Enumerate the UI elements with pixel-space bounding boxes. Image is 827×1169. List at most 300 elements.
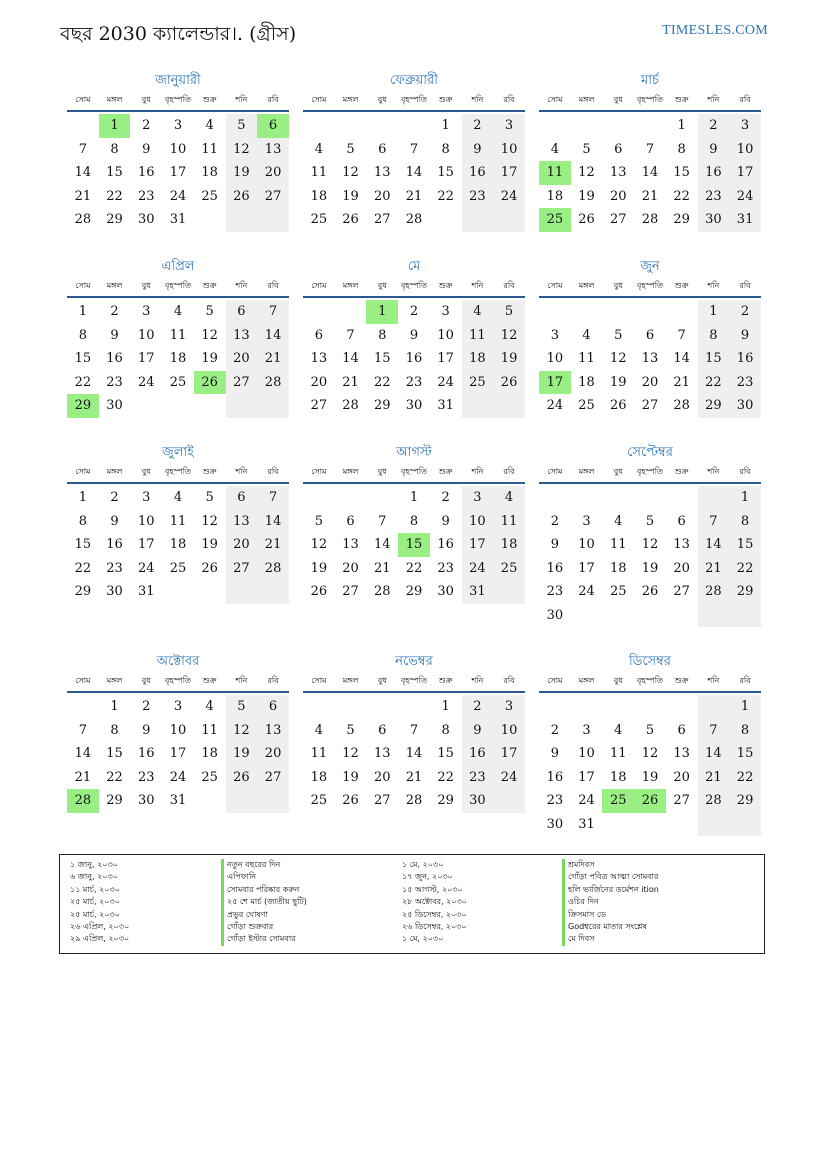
day-cell: 2 (142, 118, 151, 133)
day-cell: 9 (462, 719, 494, 743)
weekday-label: শনি (235, 467, 248, 476)
day-cell: 3 (582, 722, 591, 738)
day-cell: 12 (609, 351, 627, 366)
day-cell: 13 (226, 324, 258, 348)
day-cell: 30 (462, 789, 494, 813)
day-cell: 10 (729, 138, 761, 162)
day-cell: 8 (441, 722, 450, 738)
day-cell: 28 (405, 793, 423, 808)
empty-day (335, 486, 367, 510)
day-cell: 9 (441, 513, 450, 529)
day-cell: 15 (729, 742, 761, 766)
day-cell: 24 (729, 185, 761, 209)
weekday-label: শনি (707, 467, 720, 476)
day-cell: 20 (373, 188, 391, 204)
weekday-label: রবি (267, 467, 279, 476)
day-cell: 17 (137, 351, 155, 366)
day-cell: 19 (342, 188, 359, 204)
day-cell: 6 (677, 722, 686, 738)
holiday-day: 15 (398, 533, 430, 557)
day-cell: 14 (698, 533, 730, 557)
weekday-label: শুক্র (202, 281, 217, 290)
day-cell: 27 (609, 212, 627, 227)
month-calendar (539, 653, 761, 836)
empty-day (571, 114, 603, 138)
day-cell: 1 (729, 695, 761, 719)
day-cell: 26 (493, 371, 525, 395)
empty-day (571, 300, 603, 324)
weekday-header (539, 90, 761, 112)
day-cell: 23 (405, 374, 423, 390)
day-cell: 24 (169, 188, 187, 204)
day-cell: 2 (550, 722, 559, 738)
day-cell: 6 (378, 141, 387, 157)
weekday-label: শনি (471, 95, 484, 104)
day-cell: 26 (310, 584, 328, 599)
weekday-label: বুধ (613, 467, 623, 476)
empty-day (493, 580, 525, 604)
weekday-label: বুধ (141, 467, 151, 476)
day-cell: 10 (169, 722, 187, 738)
legend-entry: গোঁড়া পবিত্র আত্মা সোমবার (562, 871, 659, 883)
day-cell: 7 (257, 486, 289, 510)
day-cell: 7 (78, 141, 87, 157)
month-calendar (67, 653, 289, 813)
weekday-header (67, 276, 289, 298)
day-cell: 13 (373, 165, 391, 180)
empty-day (226, 580, 258, 604)
weekday-label: মঙ্গল (342, 95, 359, 104)
day-cell: 3 (493, 695, 525, 719)
legend-entry: ২৬ এপ্রিল, ২০৩০ (70, 922, 130, 932)
day-cell: 22 (106, 769, 123, 785)
day-cell: 13 (373, 746, 391, 761)
day-cell: 15 (106, 165, 123, 180)
day-cell: 6 (257, 695, 289, 719)
day-grid (539, 486, 761, 627)
day-cell: 19 (201, 351, 218, 366)
legend-entry: ১৫ আগস্ট, ২০৩০ (402, 884, 463, 894)
day-cell: 14 (405, 165, 423, 180)
day-cell: 4 (314, 722, 323, 738)
holiday-day: 26 (634, 789, 666, 813)
day-cell: 16 (106, 537, 123, 552)
weekday-label: বৃহস্পতি (400, 676, 428, 685)
empty-day (571, 604, 603, 628)
day-cell: 11 (609, 746, 627, 761)
empty-day (729, 813, 761, 837)
day-cell: 6 (346, 513, 355, 529)
day-cell: 20 (641, 374, 659, 390)
day-cell: 8 (110, 722, 119, 738)
legend-entry: ক্রিসমাস ডে (562, 909, 659, 921)
empty-day (67, 695, 99, 719)
weekday-label: রবি (503, 676, 515, 685)
day-cell: 23 (106, 374, 123, 390)
empty-day (257, 789, 289, 813)
month-name: ডিসেম্বর (629, 654, 671, 669)
day-cell: 23 (546, 584, 564, 599)
day-cell: 19 (310, 560, 328, 576)
day-cell: 21 (698, 557, 730, 581)
day-cell: 2 (729, 300, 761, 324)
day-cell: 28 (373, 584, 391, 599)
day-cell: 6 (226, 486, 258, 510)
day-cell: 18 (609, 560, 627, 576)
day-cell: 30 (698, 208, 730, 232)
empty-day (162, 580, 194, 604)
holiday-day: 6 (257, 114, 289, 138)
month-calendar (539, 258, 761, 418)
weekday-label: রবি (739, 95, 751, 104)
day-cell: 24 (437, 374, 454, 390)
day-cell: 13 (673, 746, 690, 761)
day-cell: 31 (169, 793, 187, 808)
day-cell: 20 (257, 742, 289, 766)
day-cell: 24 (578, 793, 595, 808)
day-cell: 26 (342, 793, 359, 808)
day-cell: 8 (110, 141, 119, 157)
empty-day (729, 604, 761, 628)
day-cell: 19 (641, 769, 659, 785)
day-cell: 12 (493, 324, 525, 348)
legend-entry: ১৭ জুন, ২০৩০ (402, 872, 453, 882)
day-cell: 11 (493, 510, 525, 534)
day-cell: 4 (173, 304, 183, 319)
day-cell: 13 (257, 719, 289, 743)
weekday-label: বুধ (377, 95, 387, 104)
legend-entry: ২৮ অক্টোবর, ২০৩০ (402, 897, 467, 907)
empty-day (634, 114, 666, 138)
legend-entry: ২৫ মার্চ, ২০৩০ (70, 897, 120, 907)
weekday-label: শুক্র (674, 467, 689, 476)
day-cell: 18 (310, 769, 328, 785)
weekday-label: বৃহস্পতি (164, 676, 192, 685)
day-cell: 19 (578, 188, 595, 204)
day-cell: 19 (201, 537, 218, 552)
day-cell: 5 (493, 300, 525, 324)
day-cell: 19 (342, 769, 359, 785)
day-cell: 28 (257, 371, 289, 395)
weekday-label: বৃহস্পতি (636, 467, 664, 476)
weekday-label: মঙ্গল (342, 467, 359, 476)
day-cell: 31 (169, 212, 187, 227)
day-cell: 24 (169, 769, 187, 785)
day-cell: 12 (310, 537, 328, 552)
weekday-label: বুধ (141, 95, 151, 104)
month-name: আগস্ট (396, 445, 432, 460)
day-cell: 22 (373, 374, 391, 390)
site-link[interactable]: TIMESLES.COM (662, 23, 768, 38)
day-cell: 27 (342, 584, 359, 599)
day-cell: 29 (673, 212, 690, 227)
day-cell: 14 (342, 351, 359, 366)
day-cell: 9 (110, 513, 119, 529)
day-cell: 6 (378, 722, 387, 738)
day-cell: 12 (641, 746, 659, 761)
day-cell: 7 (257, 300, 289, 324)
day-cell: 16 (546, 560, 564, 576)
weekday-header (67, 462, 289, 484)
legend-entry: ১ মে, ২০৩০ (402, 934, 444, 944)
day-cell: 24 (137, 374, 155, 390)
day-cell: 9 (142, 141, 151, 157)
day-cell: 3 (142, 490, 151, 505)
legend-entry: ১ জানু, ২০৩০ (70, 860, 118, 869)
day-cell: 16 (405, 351, 423, 366)
day-cell: 7 (645, 141, 655, 157)
weekday-label: সোম (311, 676, 327, 685)
weekday-label: বৃহস্পতি (400, 95, 428, 104)
empty-day (335, 300, 367, 324)
empty-day (162, 394, 194, 418)
day-cell: 30 (106, 584, 123, 599)
weekday-label: শনি (235, 95, 248, 104)
legend-entry: ১ মে, ২০৩০ (402, 860, 444, 869)
empty-day (602, 813, 634, 837)
day-cell: 5 (314, 513, 323, 529)
day-cell: 9 (550, 537, 559, 552)
weekday-label: মঙ্গল (578, 676, 595, 685)
day-cell: 21 (257, 347, 289, 371)
day-cell: 8 (677, 141, 686, 157)
weekday-label: শনি (471, 676, 484, 685)
day-cell: 6 (645, 327, 655, 343)
empty-day (602, 695, 634, 719)
day-cell: 22 (437, 188, 454, 204)
day-cell: 1 (441, 118, 450, 133)
day-cell: 30 (546, 816, 564, 832)
weekday-label: বৃহস্পতি (164, 281, 192, 290)
day-cell: 13 (673, 537, 690, 552)
day-cell: 4 (462, 300, 494, 324)
day-cell: 12 (226, 719, 258, 743)
day-cell: 18 (609, 769, 627, 785)
day-cell: 10 (437, 327, 454, 343)
empty-day (398, 695, 430, 719)
day-cell: 27 (673, 584, 690, 599)
day-cell: 23 (106, 560, 123, 576)
day-cell: 16 (698, 161, 730, 185)
day-cell: 14 (673, 351, 690, 366)
day-cell: 5 (614, 327, 623, 343)
day-cell: 8 (409, 513, 419, 529)
legend-entry: ২৫ মার্চ, ২০৩০ (70, 909, 120, 919)
holiday-day: 25 (602, 789, 634, 813)
day-cell: 5 (645, 722, 655, 738)
day-cell: 9 (698, 138, 730, 162)
month-calendar (67, 72, 289, 232)
weekday-label: বুধ (377, 676, 387, 685)
day-cell: 27 (310, 398, 328, 413)
weekday-label: সোম (75, 467, 91, 476)
day-cell: 16 (437, 537, 454, 552)
month-calendar (303, 653, 525, 813)
day-cell: 20 (257, 161, 289, 185)
weekday-label: বুধ (613, 281, 623, 290)
day-cell: 24 (493, 185, 525, 209)
legend-entry: গোঁড়া ইস্টার সোমবার (221, 933, 307, 945)
day-cell: 26 (226, 185, 258, 209)
weekday-label: রবি (267, 281, 279, 290)
day-cell: 22 (673, 188, 690, 204)
weekday-label: শুক্র (438, 467, 453, 476)
empty-day (462, 394, 494, 418)
day-cell: 2 (462, 695, 494, 719)
day-cell: 1 (78, 490, 87, 505)
day-cell: 6 (677, 513, 686, 529)
day-cell: 25 (169, 560, 187, 576)
weekday-label: বৃহস্পতি (164, 95, 192, 104)
weekday-label: শুক্র (202, 95, 217, 104)
day-cell: 18 (546, 188, 564, 204)
empty-day (303, 486, 335, 510)
day-cell: 30 (729, 394, 761, 418)
day-cell: 16 (137, 165, 155, 180)
month-calendar (539, 444, 761, 627)
empty-day (226, 208, 258, 232)
day-cell: 17 (437, 351, 454, 366)
day-cell: 22 (437, 769, 454, 785)
day-cell: 1 (409, 490, 419, 505)
month-calendar (303, 444, 525, 604)
weekday-label: শনি (235, 676, 248, 685)
day-cell: 2 (110, 490, 119, 505)
empty-day (430, 208, 462, 232)
day-cell: 3 (462, 486, 494, 510)
weekday-label: মঙ্গল (106, 676, 123, 685)
day-cell: 4 (205, 699, 214, 714)
day-cell: 8 (78, 513, 87, 529)
day-cell: 29 (373, 398, 391, 413)
day-cell: 14 (698, 742, 730, 766)
holiday-day: 26 (194, 371, 226, 395)
weekday-header (303, 276, 525, 298)
day-cell: 6 (614, 141, 623, 157)
weekday-header (67, 90, 289, 112)
day-cell: 18 (310, 188, 328, 204)
day-cell: 31 (729, 208, 761, 232)
day-cell: 23 (546, 793, 564, 808)
day-cell: 3 (173, 118, 183, 133)
holiday-day: 11 (539, 161, 571, 185)
weekday-label: শুক্র (674, 95, 689, 104)
day-cell: 1 (698, 300, 730, 324)
day-cell: 20 (226, 533, 258, 557)
empty-day (67, 114, 99, 138)
day-cell: 22 (698, 371, 730, 395)
day-cell: 22 (729, 766, 761, 790)
day-cell: 31 (462, 580, 494, 604)
day-cell: 20 (226, 347, 258, 371)
empty-day (335, 114, 367, 138)
weekday-label: শুক্র (202, 676, 217, 685)
day-cell: 20 (373, 769, 391, 785)
day-cell: 7 (378, 513, 387, 529)
month-name: নভেম্বর (395, 654, 433, 669)
day-cell: 13 (257, 138, 289, 162)
day-cell: 29 (106, 212, 123, 227)
day-cell: 18 (169, 537, 187, 552)
day-cell: 28 (342, 398, 359, 413)
empty-day (130, 394, 162, 418)
day-cell: 11 (578, 351, 595, 366)
day-cell: 30 (137, 793, 155, 808)
weekday-label: শুক্র (438, 95, 453, 104)
empty-day (257, 208, 289, 232)
empty-day (634, 813, 666, 837)
day-cell: 17 (137, 537, 155, 552)
empty-day (698, 604, 730, 628)
day-cell: 16 (137, 746, 155, 761)
month-name: জানুয়ারী (155, 73, 201, 88)
legend-entry: ২৫ ডিসেম্বর, ২০৩০ (402, 909, 467, 919)
day-cell: 14 (373, 537, 391, 552)
day-cell: 7 (698, 719, 730, 743)
day-cell: 9 (110, 327, 119, 343)
weekday-label: সোম (311, 95, 327, 104)
day-cell: 1 (441, 699, 450, 714)
day-cell: 7 (409, 141, 419, 157)
day-cell: 10 (137, 513, 155, 529)
day-cell: 27 (373, 793, 391, 808)
day-cell: 9 (409, 327, 419, 343)
day-cell: 29 (698, 394, 730, 418)
day-cell: 1 (677, 118, 686, 133)
day-cell: 17 (578, 560, 595, 576)
day-cell: 18 (462, 347, 494, 371)
day-cell: 21 (74, 188, 92, 204)
empty-day (398, 114, 430, 138)
weekday-label: মঙ্গল (106, 467, 123, 476)
day-cell: 28 (673, 398, 690, 413)
month-calendar (67, 444, 289, 604)
day-cell: 2 (409, 304, 419, 319)
day-cell: 27 (373, 212, 391, 227)
day-cell: 29 (729, 789, 761, 813)
empty-day (493, 208, 525, 232)
weekday-label: সোম (547, 281, 563, 290)
weekday-header (303, 671, 525, 693)
empty-day (194, 394, 226, 418)
empty-day (226, 789, 258, 813)
day-cell: 15 (698, 347, 730, 371)
day-cell: 8 (78, 327, 87, 343)
weekday-header (303, 90, 525, 112)
day-cell: 29 (729, 580, 761, 604)
empty-day (634, 695, 666, 719)
day-cell: 1 (78, 304, 87, 319)
day-cell: 30 (106, 398, 123, 413)
empty-day (462, 208, 494, 232)
day-cell: 16 (729, 347, 761, 371)
day-cell: 5 (226, 695, 258, 719)
day-cell: 18 (201, 165, 218, 180)
empty-day (366, 695, 398, 719)
empty-day (366, 114, 398, 138)
day-cell: 15 (373, 351, 391, 366)
day-cell: 4 (582, 327, 591, 343)
holiday-day: 25 (539, 208, 571, 232)
day-cell: 6 (314, 327, 323, 343)
day-cell: 5 (226, 114, 258, 138)
weekday-label: শনি (235, 281, 248, 290)
day-cell: 27 (257, 185, 289, 209)
day-cell: 8 (729, 510, 761, 534)
month-name: মার্চ (640, 73, 659, 88)
day-cell: 8 (698, 324, 730, 348)
weekday-header (539, 462, 761, 484)
